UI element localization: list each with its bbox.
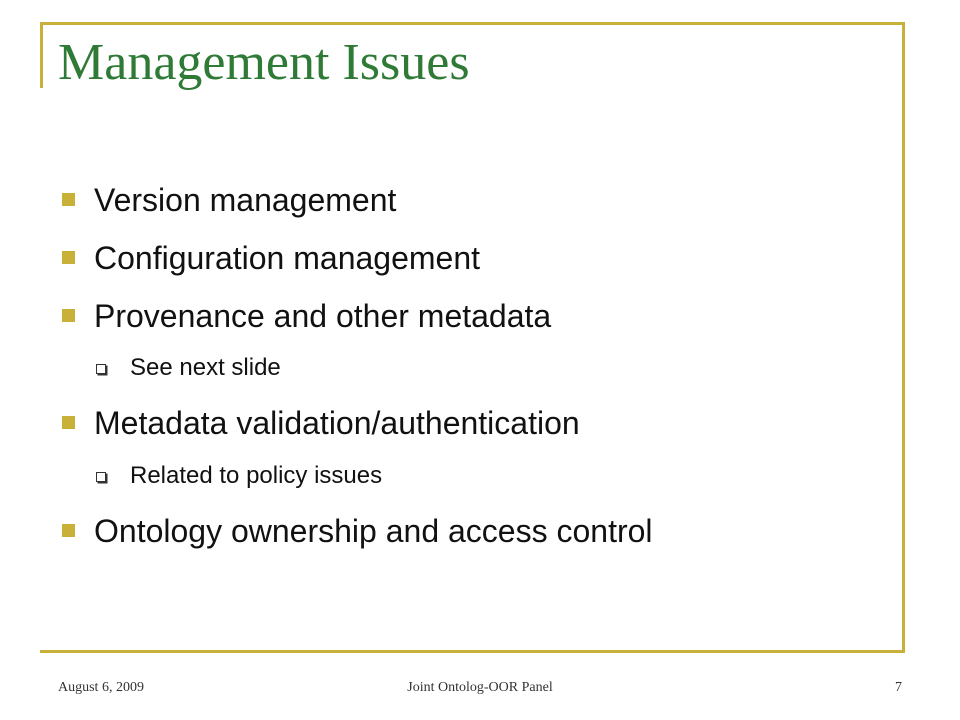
bullet-text: Configuration management: [94, 240, 481, 276]
bullet-text: Version management: [94, 182, 397, 218]
hollow-square-bullet-icon: [96, 364, 106, 374]
sub-bullet-text: Related to policy issues: [130, 462, 383, 489]
filled-square-bullet-icon: [62, 309, 75, 322]
filled-square-bullet-icon: [62, 193, 75, 206]
hollow-square-bullet-icon: [96, 472, 106, 482]
filled-square-bullet-icon: [62, 251, 75, 264]
page-number: 7: [895, 680, 902, 695]
filled-square-bullet-icon: [62, 416, 75, 429]
filled-square-bullet-icon: [62, 524, 75, 537]
footer-title: Joint Ontolog-OOR Panel: [407, 680, 553, 695]
bullet-text: Ontology ownership and access control: [94, 513, 653, 549]
bullet-text: Provenance and other metadata: [94, 298, 552, 334]
bullet-text: Metadata validation/authentication: [94, 405, 580, 441]
slide-title: Management Issues: [58, 34, 470, 91]
footer-date: August 6, 2009: [58, 680, 144, 695]
sub-bullet-text: See next slide: [130, 354, 281, 381]
